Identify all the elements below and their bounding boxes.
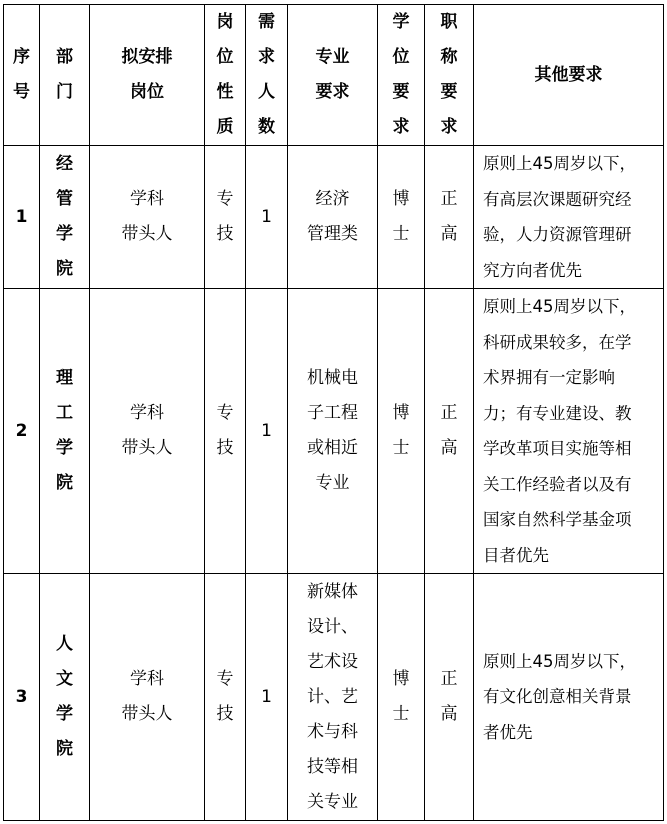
row-degree: 博 士 bbox=[378, 574, 425, 821]
row-position: 学科 带头人 bbox=[90, 574, 205, 821]
row-major: 新媒体 设计、 艺术设 计、艺 术与科 技等相 关专业 bbox=[288, 574, 378, 821]
row-major: 经济 管理类 bbox=[288, 146, 378, 289]
row-major: 机械电 子工程 或相近 专业 bbox=[288, 289, 378, 574]
table-row bbox=[4, 146, 664, 289]
header-row bbox=[4, 5, 664, 146]
row-seq: 2 bbox=[4, 289, 40, 574]
header-dept: 部 门 bbox=[40, 5, 90, 146]
row-other: 原则上45周岁以下， 科研成果较多，在学 术界拥有一定影响 力；有专业建设、教 学改革项目实施等相 关工作经验者以及有 国家自然科学基金项 目者优先 bbox=[474, 289, 664, 574]
header-count: 需 求 人 数 bbox=[246, 5, 288, 146]
row-count: 1 bbox=[246, 146, 288, 289]
row-dept: 理 工 学 院 bbox=[40, 289, 90, 574]
row-nature: 专 技 bbox=[205, 146, 246, 289]
row-seq: 1 bbox=[4, 146, 40, 289]
row-degree: 博 士 bbox=[378, 289, 425, 574]
header-other: 其他要求 bbox=[474, 5, 664, 146]
header-major: 专业 要求 bbox=[288, 5, 378, 146]
row-count: 1 bbox=[246, 289, 288, 574]
header-seq: 序 号 bbox=[4, 5, 40, 146]
table-row bbox=[4, 574, 664, 821]
header-position: 拟安排 岗位 bbox=[90, 5, 205, 146]
header-nature: 岗 位 性 质 bbox=[205, 5, 246, 146]
row-title: 正 高 bbox=[425, 146, 474, 289]
row-other: 原则上45周岁以下， 有文化创意相关背景 者优先 bbox=[474, 574, 664, 821]
row-dept: 经 管 学 院 bbox=[40, 146, 90, 289]
row-nature: 专 技 bbox=[205, 289, 246, 574]
row-dept: 人 文 学 院 bbox=[40, 574, 90, 821]
row-degree: 博 士 bbox=[378, 146, 425, 289]
row-nature: 专 技 bbox=[205, 574, 246, 821]
row-seq: 3 bbox=[4, 574, 40, 821]
header-title: 职 称 要 求 bbox=[425, 5, 474, 146]
row-title: 正 高 bbox=[425, 289, 474, 574]
header-degree: 学 位 要 求 bbox=[378, 5, 425, 146]
row-position: 学科 带头人 bbox=[90, 146, 205, 289]
row-position: 学科 带头人 bbox=[90, 289, 205, 574]
row-other: 原则上45周岁以下， 有高层次课题研究经 验，人力资源管理研 究方向者优先 bbox=[474, 146, 664, 289]
recruitment-table bbox=[3, 4, 664, 821]
row-title: 正 高 bbox=[425, 574, 474, 821]
row-count: 1 bbox=[246, 574, 288, 821]
table-row bbox=[4, 289, 664, 574]
